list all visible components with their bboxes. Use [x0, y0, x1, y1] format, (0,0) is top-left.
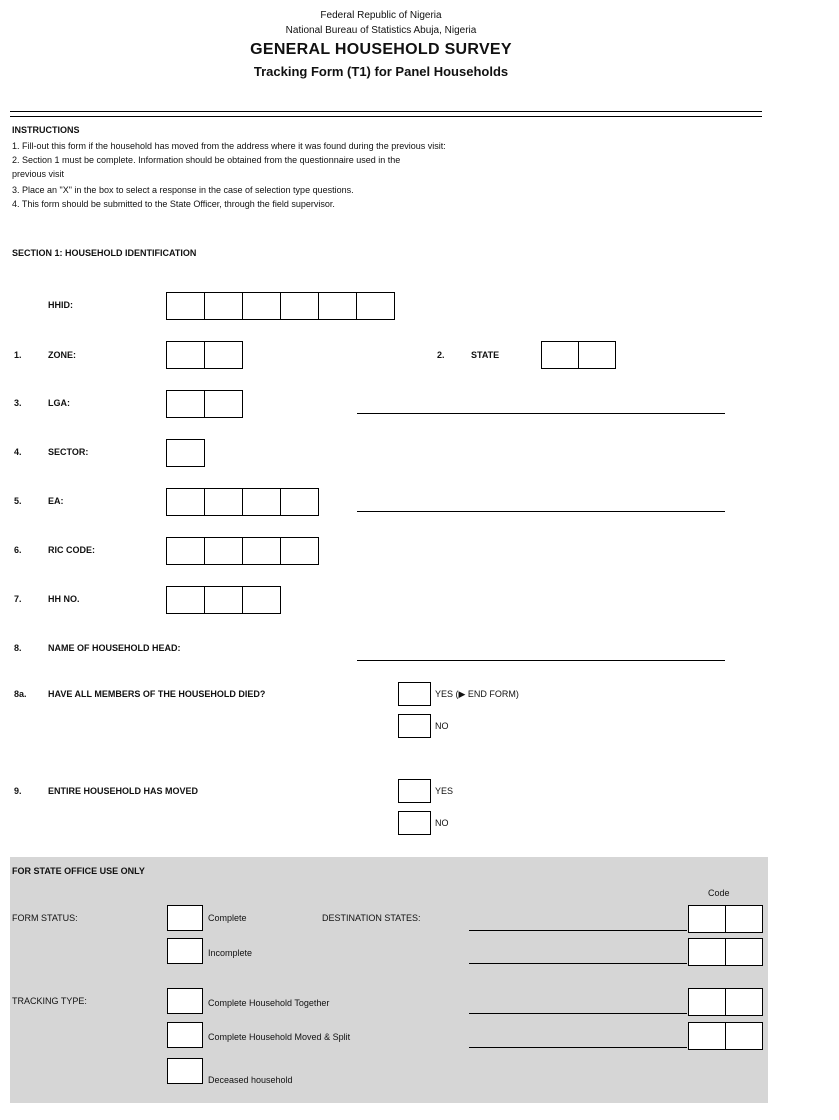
instruction-line: 1. Fill-out this form if the household has moved from the address where it was found during the previous visit:: [12, 141, 446, 151]
q8a-number: 8a.: [14, 689, 27, 699]
state-input[interactable]: [541, 341, 616, 369]
code-cell[interactable]: [205, 538, 243, 564]
form-title: Tracking Form (T1) for Panel Households: [253, 64, 509, 79]
destination-states-label: DESTINATION STATES:: [322, 913, 421, 923]
header-rule-top: [10, 111, 762, 112]
form-status-complete-checkbox[interactable]: [167, 905, 203, 931]
survey-title: GENERAL HOUSEHOLD SURVEY: [250, 41, 512, 58]
household-moved-label: ENTIRE HOUSEHOLD HAS MOVED: [48, 786, 199, 796]
sector-input[interactable]: [166, 439, 205, 467]
code-cell[interactable]: [205, 342, 243, 368]
form-status-incomplete-label: Incomplete: [208, 948, 253, 958]
tracking-together-checkbox[interactable]: [167, 988, 203, 1014]
household-head-name-line[interactable]: [357, 660, 725, 661]
destination-state-line[interactable]: [469, 963, 687, 964]
destination-state-line[interactable]: [469, 1013, 687, 1014]
hh-no-input[interactable]: [166, 586, 281, 614]
code-cell[interactable]: [689, 1023, 726, 1049]
state-label: STATE: [471, 350, 500, 360]
code-cell[interactable]: [205, 489, 243, 515]
code-cell[interactable]: [167, 440, 205, 466]
code-cell[interactable]: [542, 342, 579, 368]
sector-label: SECTOR:: [48, 447, 89, 457]
all-died-yes-label: YES (▶ END FORM): [435, 689, 519, 699]
zone-label: ZONE:: [48, 350, 76, 360]
ric-code-input[interactable]: [166, 537, 319, 565]
ea-input[interactable]: [166, 488, 319, 516]
q1-number: 1.: [14, 350, 22, 360]
code-cell[interactable]: [689, 906, 726, 932]
destination-state-line[interactable]: [469, 930, 687, 931]
code-cell[interactable]: [243, 293, 281, 319]
lga-label: LGA:: [48, 398, 70, 408]
code-cell[interactable]: [205, 293, 243, 319]
tracking-deceased-checkbox[interactable]: [167, 1058, 203, 1084]
hhid-label: HHID:: [48, 300, 73, 310]
q8-number: 8.: [14, 643, 22, 653]
code-cell[interactable]: [167, 391, 205, 417]
section1-heading: SECTION 1: HOUSEHOLD IDENTIFICATION: [12, 248, 197, 258]
code-cell[interactable]: [357, 293, 395, 319]
household-moved-no-checkbox[interactable]: [398, 811, 431, 835]
code-cell[interactable]: [167, 342, 205, 368]
q4-number: 4.: [14, 447, 22, 457]
hh-no-label: HH NO.: [48, 594, 80, 604]
form-status-label: FORM STATUS:: [12, 913, 78, 923]
tracking-together-label: Complete Household Together: [208, 998, 330, 1008]
instruction-line: previous visit: [12, 169, 65, 179]
code-cell[interactable]: [726, 1023, 763, 1049]
ea-name-line[interactable]: [357, 511, 725, 512]
all-died-no-label: NO: [435, 721, 449, 731]
code-cell[interactable]: [281, 293, 319, 319]
q9-number: 9.: [14, 786, 22, 796]
code-cell[interactable]: [243, 538, 281, 564]
republic-title: Federal Republic of Nigeria: [320, 10, 442, 21]
tracking-deceased-label: Deceased household: [208, 1075, 293, 1085]
destination-code-input[interactable]: [688, 1022, 763, 1050]
state-office-heading: FOR STATE OFFICE USE ONLY: [12, 866, 145, 876]
code-cell[interactable]: [689, 939, 726, 965]
lga-name-line[interactable]: [357, 413, 725, 414]
form-status-incomplete-checkbox[interactable]: [167, 938, 203, 964]
destination-code-input[interactable]: [688, 905, 763, 933]
household-moved-no-label: NO: [435, 818, 449, 828]
ric-code-label: RIC CODE:: [48, 545, 95, 555]
code-cell[interactable]: [726, 939, 763, 965]
code-cell[interactable]: [281, 489, 319, 515]
all-died-label: HAVE ALL MEMBERS OF THE HOUSEHOLD DIED?: [48, 689, 266, 699]
bureau-title: National Bureau of Statistics Abuja, Nigeria: [285, 25, 477, 36]
household-head-label: NAME OF HOUSEHOLD HEAD:: [48, 643, 181, 653]
instruction-line: 2. Section 1 must be complete. Information should be obtained from the questionnaire used in the: [12, 155, 401, 165]
instruction-line: 3. Place an "X" in the box to select a response in the case of selection type questions.: [12, 185, 354, 195]
code-cell[interactable]: [167, 489, 205, 515]
tracking-type-label: TRACKING TYPE:: [12, 996, 87, 1006]
code-cell[interactable]: [243, 587, 281, 613]
code-cell[interactable]: [689, 989, 726, 1015]
code-cell[interactable]: [726, 906, 763, 932]
all-died-no-checkbox[interactable]: [398, 714, 431, 738]
code-cell[interactable]: [167, 587, 205, 613]
tracking-moved-split-checkbox[interactable]: [167, 1022, 203, 1048]
q5-number: 5.: [14, 496, 22, 506]
household-moved-yes-label: YES: [435, 786, 454, 796]
tracking-moved-split-label: Complete Household Moved & Split: [208, 1032, 351, 1042]
hhid-input[interactable]: [166, 292, 395, 320]
lga-input[interactable]: [166, 390, 243, 418]
q2-number: 2.: [437, 350, 445, 360]
form-status-complete-label: Complete: [208, 913, 247, 923]
code-cell[interactable]: [726, 989, 763, 1015]
code-cell[interactable]: [243, 489, 281, 515]
instructions-heading: INSTRUCTIONS: [12, 125, 80, 135]
q6-number: 6.: [14, 545, 22, 555]
code-cell[interactable]: [205, 391, 243, 417]
ea-label: EA:: [48, 496, 64, 506]
code-cell[interactable]: [579, 342, 616, 368]
code-cell[interactable]: [319, 293, 357, 319]
household-moved-yes-checkbox[interactable]: [398, 779, 431, 803]
instruction-line: 4. This form should be submitted to the State Officer, through the field supervisor.: [12, 199, 335, 209]
destination-state-line[interactable]: [469, 1047, 687, 1048]
code-cell[interactable]: [281, 538, 319, 564]
header-rule-bottom: [10, 116, 762, 117]
zone-input[interactable]: [166, 341, 243, 369]
q3-number: 3.: [14, 398, 22, 408]
code-cell[interactable]: [167, 293, 205, 319]
code-cell[interactable]: [167, 538, 205, 564]
code-column-label: Code: [708, 888, 730, 898]
code-cell[interactable]: [205, 587, 243, 613]
destination-code-input[interactable]: [688, 938, 763, 966]
destination-code-input[interactable]: [688, 988, 763, 1016]
q7-number: 7.: [14, 594, 22, 604]
all-died-yes-checkbox[interactable]: [398, 682, 431, 706]
state-office-panel: [10, 857, 768, 1103]
